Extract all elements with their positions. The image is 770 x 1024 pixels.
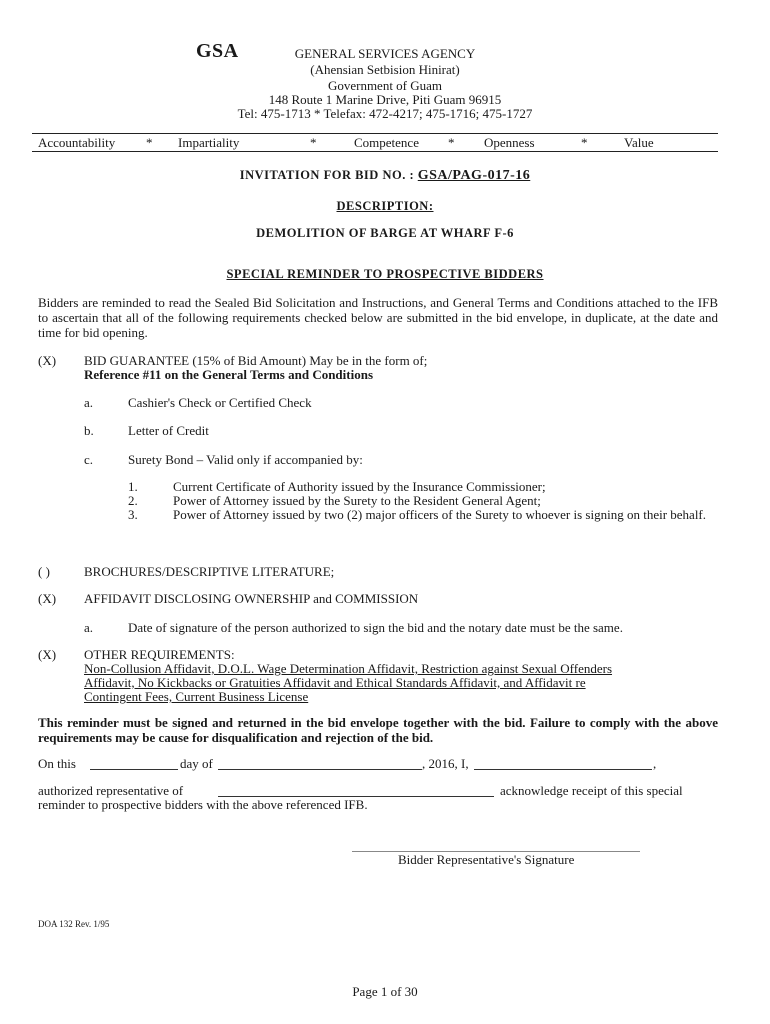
brochures-mark: ( ) bbox=[38, 564, 50, 579]
ack-acknowledge: acknowledge receipt of this special bbox=[500, 783, 683, 798]
affidavit-sub-letter: a. bbox=[84, 620, 94, 635]
agency-name: GENERAL SERVICES AGENCY bbox=[294, 46, 476, 61]
reminder-title: SPECIAL REMINDER TO PROSPECTIVE BIDDERS bbox=[226, 267, 544, 281]
agency-address: 148 Route 1 Marine Drive, Piti Guam 96915 bbox=[268, 92, 502, 107]
name-field[interactable] bbox=[474, 758, 652, 770]
top-rule bbox=[32, 133, 718, 134]
option-letter: c. bbox=[84, 452, 94, 467]
option-text: Letter of Credit bbox=[128, 423, 209, 438]
ack-authorized: authorized representative of bbox=[38, 783, 184, 798]
ack-line2: reminder to prospective bidders with the above referenced IFB. bbox=[38, 797, 368, 812]
affidavit-mark: (X) bbox=[38, 591, 57, 606]
ack-comma: , bbox=[653, 756, 657, 771]
affidavit-text: AFFIDAVIT DISCLOSING OWNERSHIP and COMMISSION bbox=[84, 591, 419, 606]
ifb-number: GSA/PAG-017-16 bbox=[417, 168, 531, 183]
other-mark: (X) bbox=[38, 647, 57, 662]
value-separator: * bbox=[146, 135, 153, 150]
company-field[interactable] bbox=[218, 785, 494, 797]
brochures-text: BROCHURES/DESCRIPTIVE LITERATURE; bbox=[84, 564, 335, 579]
agency-subtitle: (Ahensian Setbision Hinirat) bbox=[310, 62, 460, 77]
government-name: Government of Guam bbox=[327, 78, 443, 93]
other-requirements-line: Contingent Fees, Current Business License bbox=[84, 689, 309, 704]
value-item: Openness bbox=[484, 135, 535, 150]
description-label: DESCRIPTION: bbox=[336, 199, 434, 213]
option-text: Surety Bond – Valid only if accompanied by: bbox=[128, 452, 363, 467]
day-field[interactable] bbox=[90, 758, 178, 770]
form-code: DOA 132 Rev. 1/95 bbox=[38, 919, 110, 929]
other-requirements-line: Non-Collusion Affidavit, D.O.L. Wage Determination Affidavit, Restriction against Sexual Offenders bbox=[84, 661, 613, 676]
value-item: Accountability bbox=[38, 135, 116, 150]
value-item: Value bbox=[624, 135, 654, 150]
ack-year: , 2016, I, bbox=[422, 756, 469, 771]
sub-item-num: 2. bbox=[128, 493, 138, 508]
gsa-logo: GSA bbox=[196, 40, 239, 62]
bid-guarantee-text: BID GUARANTEE (15% of Bid Amount) May be in the form of; bbox=[84, 353, 428, 368]
option-letter: a. bbox=[84, 395, 94, 410]
ifb-heading bbox=[0, 168, 770, 184]
sub-item-text: Current Certificate of Authority issued by the Insurance Commissioner; bbox=[173, 479, 546, 494]
bid-guarantee-reference: Reference #11 on the General Terms and Conditions bbox=[84, 367, 374, 382]
affidavit-sub-text: Date of signature of the person authorized to sign the bid and the notary date must be the same. bbox=[128, 620, 623, 635]
option-text: Cashier's Check or Certified Check bbox=[128, 395, 312, 410]
value-item: Competence bbox=[354, 135, 419, 150]
value-separator: * bbox=[581, 135, 588, 150]
signature-label: Bidder Representative's Signature bbox=[398, 852, 575, 867]
other-text: OTHER REQUIREMENTS: bbox=[84, 647, 235, 662]
warning-text: This reminder must be signed and returned in the bid envelope together with the bid. Failure to comply with the above requirements may be cause for disqualification and rejection of the bid. bbox=[38, 715, 718, 745]
sub-item-text: Power of Attorney issued by two (2) major officers of the Surety to whoever is signing on their behalf. bbox=[173, 507, 707, 522]
option-letter: b. bbox=[84, 423, 94, 438]
value-separator: * bbox=[448, 135, 455, 150]
sub-item-num: 1. bbox=[128, 479, 138, 494]
value-separator: * bbox=[310, 135, 317, 150]
sub-item-text: Power of Attorney issued by the Surety to the Resident General Agent; bbox=[173, 493, 541, 508]
agency-contact: Tel: 475-1713 * Telefax: 472-4217; 475-1716; 475-1727 bbox=[237, 106, 533, 121]
description-text: DEMOLITION OF BARGE AT WHARF F-6 bbox=[256, 226, 514, 240]
value-item: Impartiality bbox=[178, 135, 240, 150]
ack-day-of: day of bbox=[180, 756, 213, 771]
page-number: Page 1 of 30 bbox=[352, 984, 418, 999]
ack-on-this: On this bbox=[38, 756, 76, 771]
intro-paragraph: Bidders are reminded to read the Sealed Bid Solicitation and Instructions, and General Terms and Conditions attached to the IFB to ascertain that all of the following requirements checked below are submitted in the bid envelope, in duplicate, at the date and time for bid opening. bbox=[38, 295, 718, 340]
bid-guarantee-mark: (X) bbox=[38, 353, 57, 368]
sub-item-num: 3. bbox=[128, 507, 138, 522]
ifb-label: INVITATION FOR BID NO. : bbox=[239, 168, 415, 182]
values-rule bbox=[32, 151, 718, 152]
other-requirements-line: Affidavit, No Kickbacks or Gratuities Affidavit and Ethical Standards Affidavit, and Affidavit re bbox=[84, 675, 586, 690]
month-field[interactable] bbox=[218, 758, 422, 770]
